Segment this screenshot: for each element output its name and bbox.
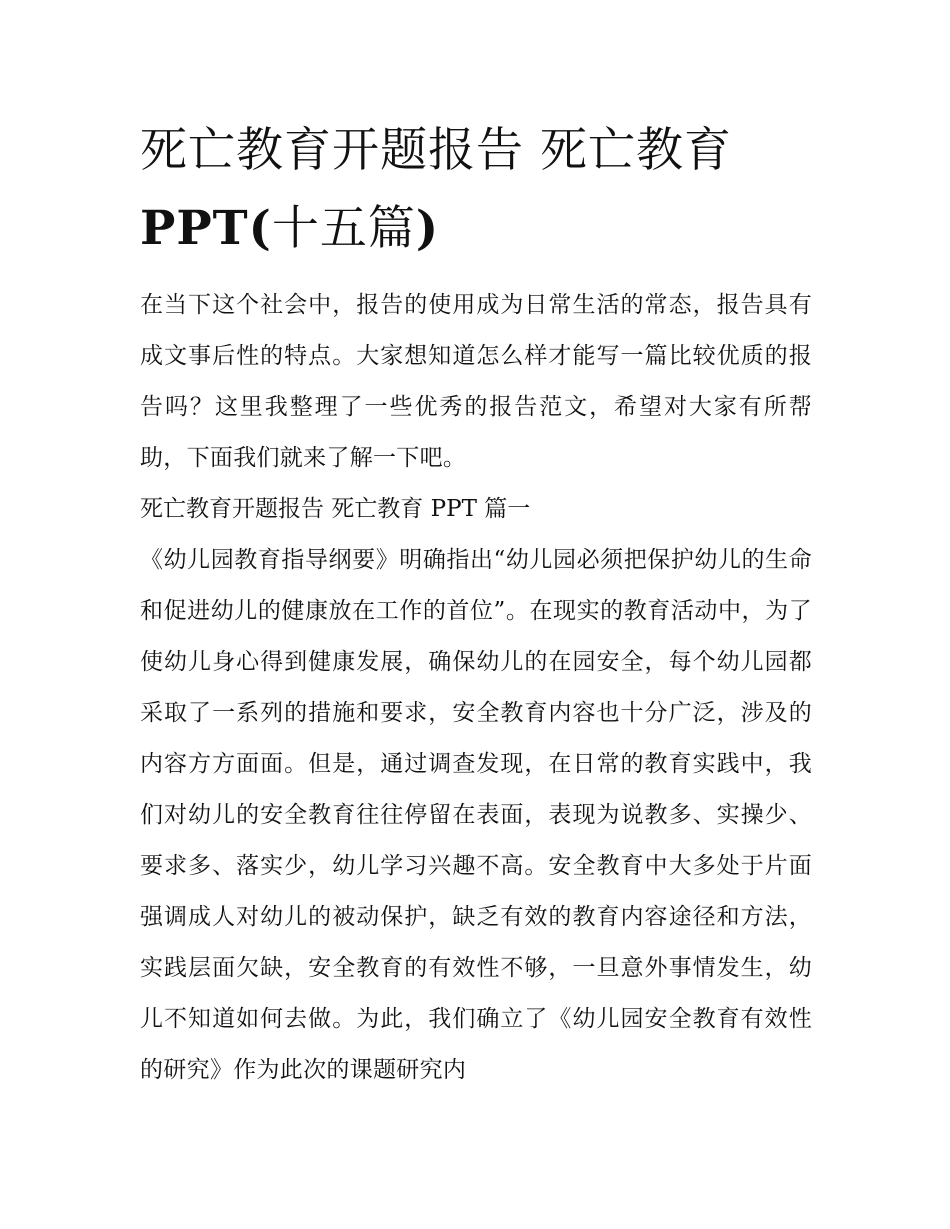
title-cjk: 十五篇: [271, 201, 416, 256]
document-page: [140, 112, 812, 1096]
title-close: ): [415, 201, 440, 256]
intro-paragraph: 在当下这个社会中，报告的使用成为日常生活的常态，报告具有成文事后性的特点。大家想知道怎么样才能写一篇比较优质的报告吗？这里我整理了一些优秀的报告范文，希望对大家有所帮助，下面我们就来了解一下吧。: [140, 292, 812, 471]
title-line-1: 死亡教育开题报告 死亡教育: [140, 123, 732, 178]
section-heading: 死亡教育开题报告 死亡教育 PPT 篇一: [140, 496, 531, 522]
title-latin: PPT(: [140, 201, 272, 256]
body-paragraph: 《幼儿园教育指导纲要》明确指出“幼儿园必须把保护幼儿的生命和促进幼儿的健康放在工作的首位”。在现实的教育活动中，为了使幼儿身心得到健康发展，确保幼儿的在园安全，每个幼儿园都采取了一系列的措施和要求，安全教育内容也十分广泛，涉及的内容方方面面。但是，通过调查发现，在日常的教育实践中，我们对幼儿的安全教育往往停留在表面，表现为说教多、实操少、要求多、落实少，幼儿学习兴趣不高。安全教育中大多处于片面强调成人对幼儿的被动保护，缺乏有效的教育内容途径和方法，实践层面欠缺，安全教育的有效性不够，一旦意外事情发生，幼儿不知道如何去做。为此，我们确立了《幼儿园安全教育有效性的研究》作为此次的课题研究内: [140, 547, 812, 1083]
document-title: [140, 112, 812, 268]
